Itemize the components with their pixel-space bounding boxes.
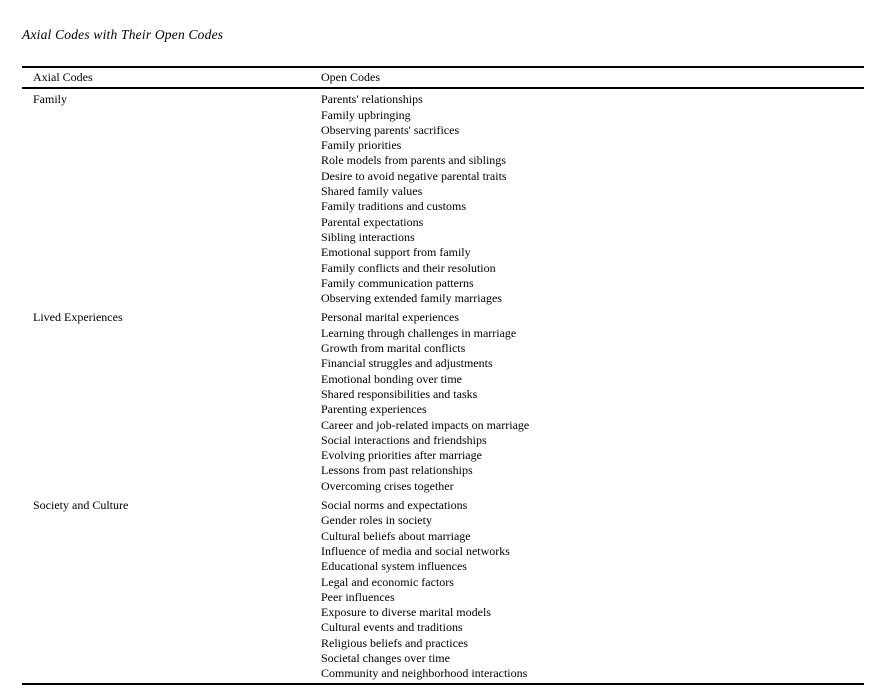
open-code-item: Observing extended family marriages (321, 291, 502, 306)
open-codes-cell (321, 307, 864, 495)
open-code-item: Religious beliefs and practices (321, 635, 468, 650)
table-row (22, 307, 864, 495)
open-code-item: Gender roles in society (321, 513, 432, 528)
open-code-item: Observing parents' sacrifices (321, 122, 460, 137)
open-code-item: Shared family values (321, 184, 423, 199)
open-code-item: Family communication patterns (321, 275, 474, 290)
open-code-item: Overcoming crises together (321, 478, 454, 493)
open-code-item: Shared responsibilities and tasks (321, 386, 478, 401)
column-header-axial-codes: Axial Codes (22, 67, 321, 88)
open-code-item: Cultural beliefs about marriage (321, 528, 471, 543)
table-title: Axial Codes with Their Open Codes (22, 27, 224, 42)
open-code-item: Legal and economic factors (321, 574, 454, 589)
open-code-item: Role models from parents and siblings (321, 153, 506, 168)
open-code-item: Exposure to diverse marital models (321, 605, 491, 620)
open-code-item: Learning through challenges in marriage (321, 325, 517, 340)
table-header (22, 67, 864, 88)
open-code-item: Financial struggles and adjustments (321, 356, 493, 371)
open-code-item: Family traditions and customs (321, 199, 466, 214)
open-code-item: Family upbringing (321, 107, 411, 122)
table-body (22, 88, 864, 683)
axial-code-cell: Family (33, 92, 68, 107)
table-row (22, 88, 864, 307)
column-header-open-codes: Open Codes (321, 67, 864, 88)
open-code-item: Cultural events and traditions (321, 620, 463, 635)
document-page (22, 0, 864, 685)
open-code-item: Peer influences (321, 589, 395, 604)
open-code-item: Societal changes over time (321, 650, 450, 665)
open-code-item: Emotional bonding over time (321, 371, 462, 386)
axial-code-cell: Lived Experiences (33, 310, 123, 325)
open-code-item: Growth from marital conflicts (321, 341, 466, 356)
open-code-item: Desire to avoid negative parental traits (321, 168, 507, 183)
open-code-item: Family conflicts and their resolution (321, 260, 496, 275)
axial-open-codes-table (22, 66, 864, 685)
open-code-item: Educational system influences (321, 559, 467, 574)
open-code-item: Personal marital experiences (321, 310, 459, 325)
open-code-item: Emotional support from family (321, 245, 471, 260)
open-code-item: Parenting experiences (321, 402, 427, 417)
axial-code-cell: Society and Culture (33, 498, 129, 513)
open-code-item: Community and neighborhood interactions (321, 666, 528, 681)
table-row (22, 495, 864, 684)
header-row (22, 67, 864, 88)
open-code-item: Family priorities (321, 138, 402, 153)
open-code-item: Evolving priorities after marriage (321, 448, 482, 463)
open-code-item: Career and job-related impacts on marriage (321, 417, 530, 432)
open-codes-cell (321, 88, 864, 307)
open-code-item: Influence of media and social networks (321, 543, 510, 558)
open-code-item: Sibling interactions (321, 229, 415, 244)
open-code-item: Social norms and expectations (321, 498, 468, 513)
open-codes-cell (321, 495, 864, 684)
open-code-item: Parental expectations (321, 214, 424, 229)
open-code-item: Lessons from past relationships (321, 463, 473, 478)
open-code-item: Social interactions and friendships (321, 432, 487, 447)
open-code-item: Parents' relationships (321, 92, 423, 107)
